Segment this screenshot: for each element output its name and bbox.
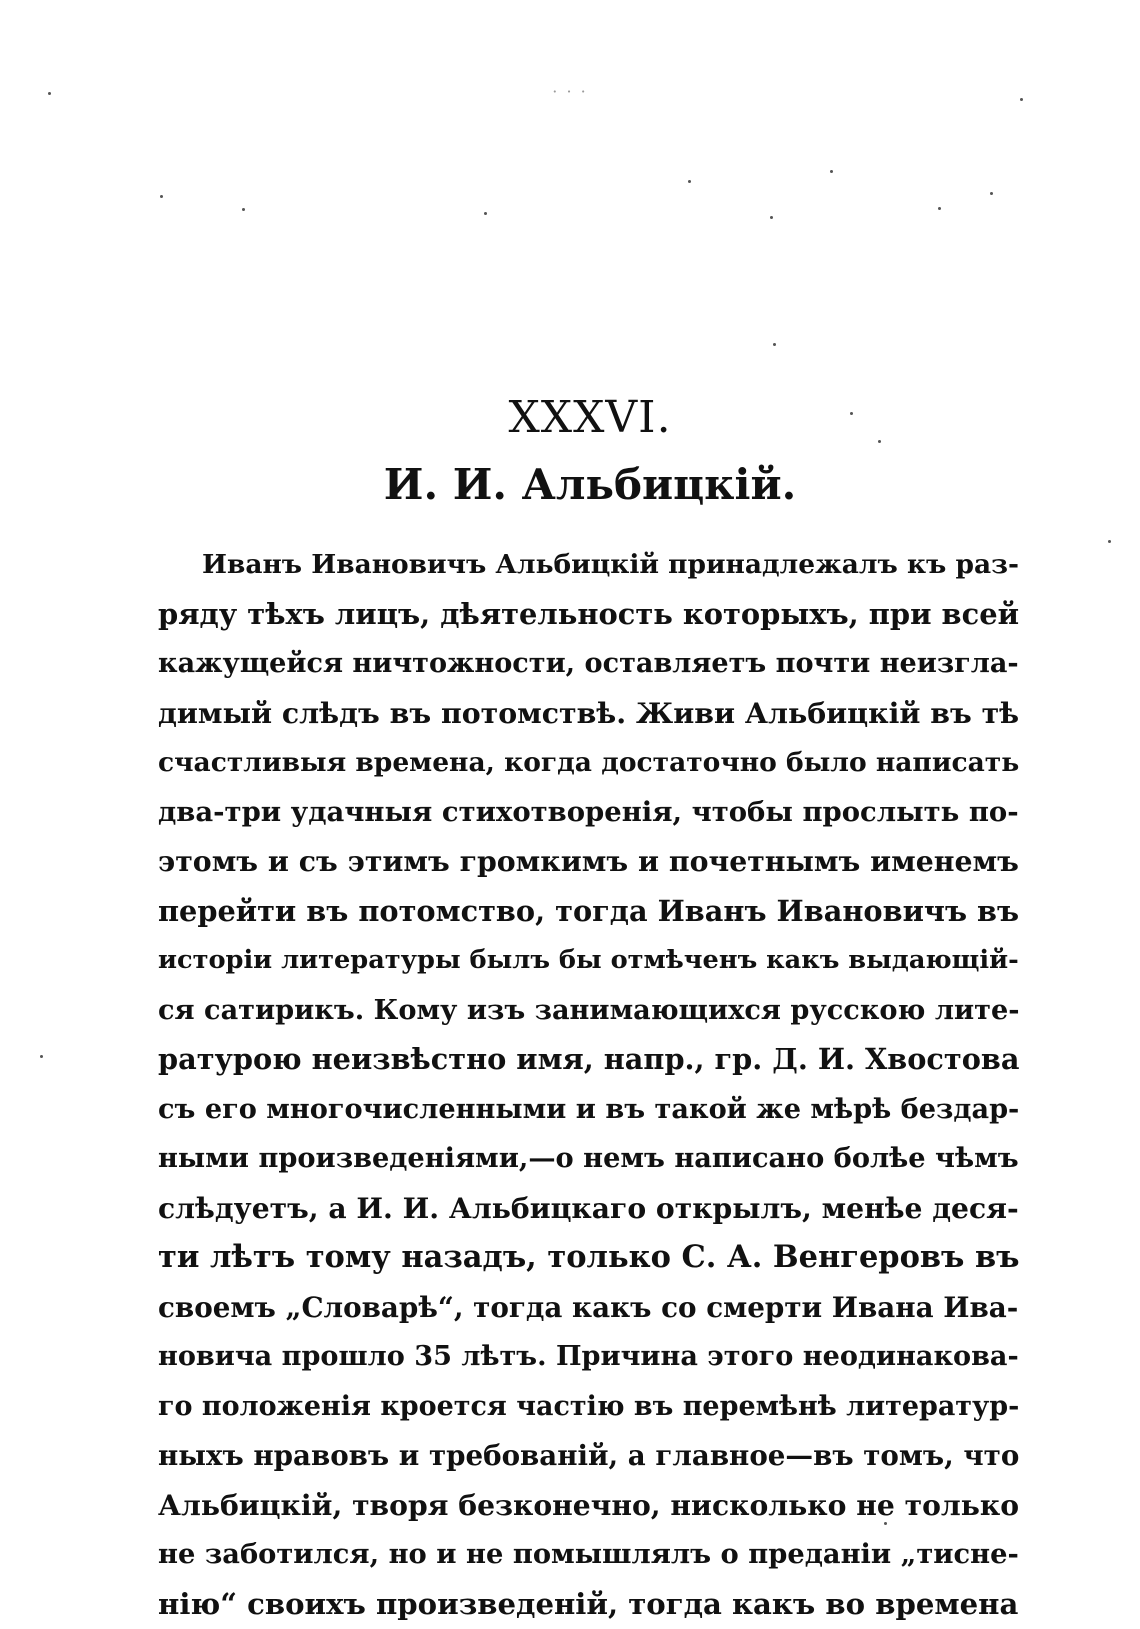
text-line: Альбицкій, творя безконечно, нисколько не только: [158, 1481, 1028, 1531]
text-line: ными произведеніями,—о немъ написано болѣе чѣмъ: [158, 1134, 1028, 1184]
text-line: ныхъ нравовъ и требованій, а главное—въ томъ, что: [158, 1431, 1028, 1481]
text-line: ти лѣтъ тому назадъ, только С. А. Венгеровъ въ: [158, 1233, 1028, 1283]
text-line: нію“ своихъ произведеній, тогда какъ во времена: [158, 1580, 1028, 1629]
body-text: [158, 540, 1028, 1629]
chapter-title: И. И. Альбицкій.: [0, 460, 1140, 509]
text-line: кажущейся ничтожности, оставляетъ почти неизгла-: [158, 639, 1028, 689]
text-line: димый слѣдъ въ потомствѣ. Живи Альбицкій въ тѣ: [158, 689, 1028, 739]
text-line: Иванъ Ивановичъ Альбицкій принадлежалъ къ раз-: [158, 540, 1028, 590]
text-line: слѣдуетъ, а И. И. Альбицкаго открылъ, менѣе деся-: [158, 1184, 1028, 1234]
text-line: го положенія кроется частію въ перемѣнѣ литератур-: [158, 1382, 1028, 1432]
text-line: не заботился, но и не помышлялъ о преданіи „тисне-: [158, 1530, 1028, 1580]
text-line: ся сатирикъ. Кому изъ занимающихся русскою лите-: [158, 986, 1028, 1036]
text-line: съ его многочисленными и въ такой же мѣрѣ бездар-: [158, 1085, 1028, 1135]
text-line: этомъ и съ этимъ громкимъ и почетнымъ именемъ: [158, 837, 1028, 887]
text-line: исторіи литературы былъ бы отмѣченъ какъ выдающій-: [158, 936, 1028, 986]
page-header-mark: · · ·: [0, 82, 1140, 101]
text-line: перейти въ потомство, тогда Иванъ Ивановичъ въ: [158, 887, 1028, 937]
text-line: счастливыя времена, когда достаточно было написать: [158, 738, 1028, 788]
text-line: ряду тѣхъ лицъ, дѣятельность которыхъ, при всей: [158, 590, 1028, 640]
text-line: два-три удачныя стихотворенія, чтобы прослыть по-: [158, 788, 1028, 838]
text-line: ратурою неизвѣстно имя, напр., гр. Д. И. Хвостова: [158, 1035, 1028, 1085]
chapter-number: XXXVI.: [0, 392, 1140, 443]
text-line: своемъ „Словарѣ“, тогда какъ со смерти Ивана Ива-: [158, 1283, 1028, 1333]
text-line: новича прошло 35 лѣтъ. Причина этого неодинакова-: [158, 1332, 1028, 1382]
